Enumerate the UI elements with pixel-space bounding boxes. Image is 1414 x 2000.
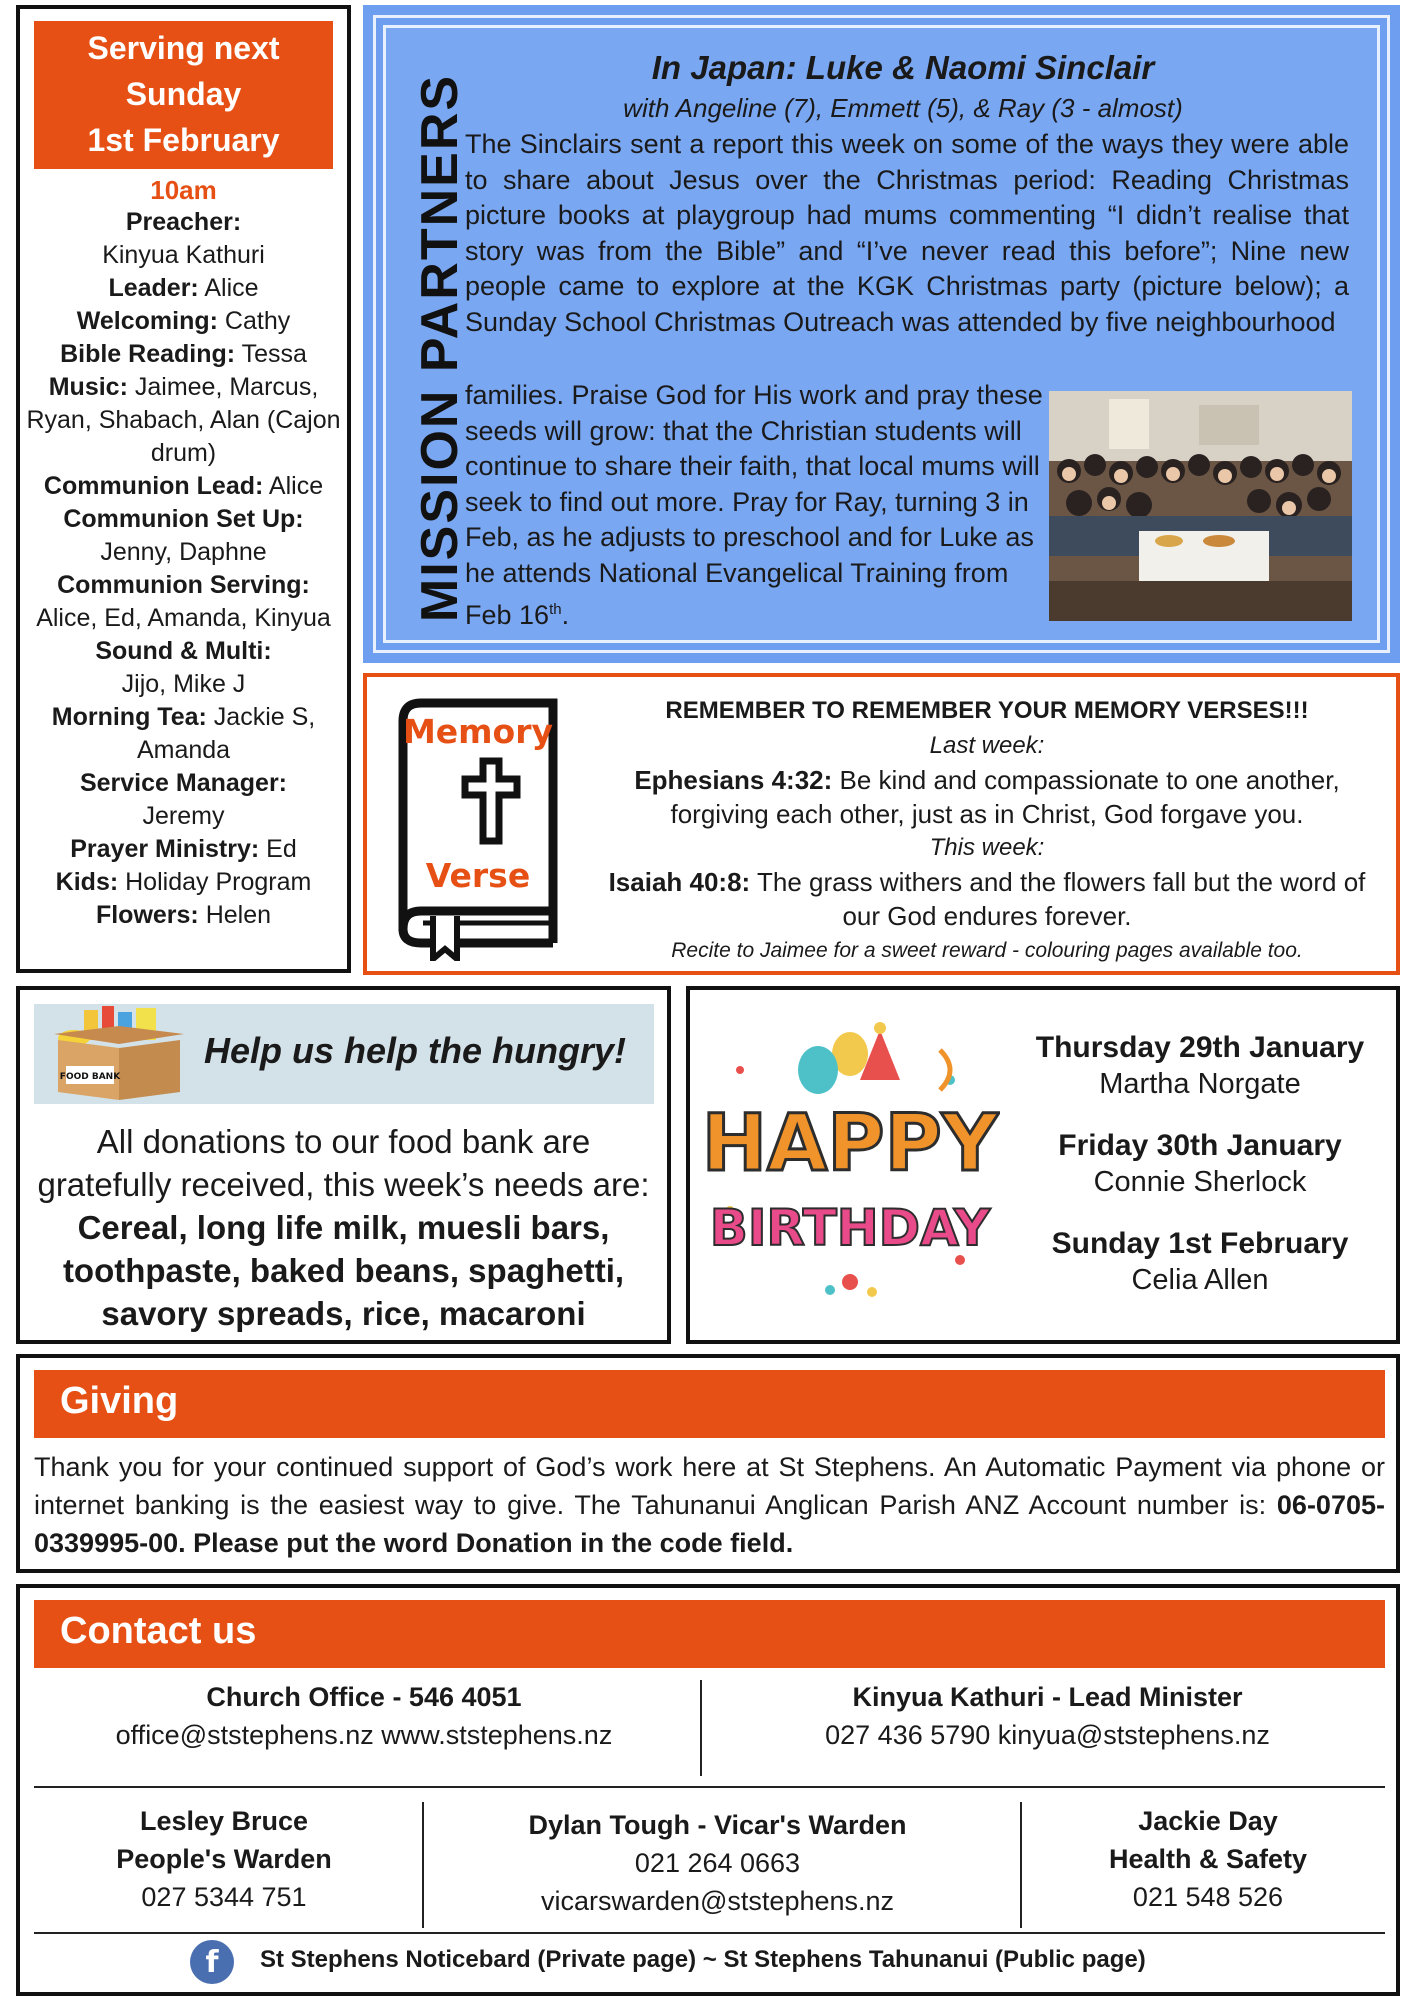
roster-item: Morning Tea: Jackie S, Amanda — [51, 703, 316, 764]
giving-text: Thank you for your continued support of God’s work here at St Stephens. An Automatic Payment via phone or internet banking is the easiest way to give. The Tahunanui Anglican Parish ANZ Account number is: 06-0705-0339995-00. Please put the word Donation in the code field. — [34, 1452, 1385, 1558]
facebook-icon[interactable]: f — [190, 1940, 234, 1984]
birthday-name: Martha Norgate — [1099, 1068, 1301, 1100]
birthday-text: BIRTHDAY — [709, 1199, 991, 1257]
food-box-icon — [44, 1004, 194, 1104]
memory-note: Recite to Jaimee for a sweet reward - colouring pages available too. — [671, 939, 1303, 962]
birthday-date: Sunday 1st February — [1051, 1227, 1349, 1260]
birthday-name: Connie Sherlock — [1093, 1166, 1307, 1198]
roster-item: Leader: Alice — [108, 274, 259, 302]
food-bank-panel — [16, 986, 671, 1344]
birthday-name: Celia Allen — [1131, 1264, 1269, 1296]
mission-subtitle: with Angeline (7), Emmett (5), & Ray (3 - almost) — [623, 93, 1183, 123]
facebook-pages-text: St Stephens Noticebard (Private page) ~ St Stephens Tahunanui (Public page) — [260, 1946, 1146, 1973]
peoples-warden-contact: Lesley Bruce People's Warden 027 5344 751 — [116, 1806, 332, 1912]
food-bank-banner — [34, 1004, 654, 1104]
memory-icon-bottom-label: Verse — [425, 856, 531, 895]
roster-item: Communion Serving: Alice, Ed, Amanda, Kinyua — [36, 571, 331, 632]
health-safety-contact: Jackie Day Health & Safety 021 548 526 — [1108, 1806, 1308, 1912]
lead-minister-contact: Kinyua Kathuri - Lead Minister 027 436 5790 kinyua@ststephens.nz — [825, 1682, 1270, 1750]
service-time: 10am — [150, 175, 217, 205]
memory-verse-panel — [363, 673, 1400, 975]
food-bank-title: Help us help the hungry! — [204, 1030, 627, 1071]
memory-heading: REMEMBER TO REMEMBER YOUR MEMORY VERSES!!! — [665, 697, 1309, 724]
roster-item: Service Manager: Jeremy — [79, 769, 288, 830]
roster-heading: Serving next Sunday 1st February — [34, 21, 333, 169]
happy-text: HAPPY — [701, 1099, 999, 1189]
giving-panel — [16, 1354, 1400, 1573]
birthdays-panel — [686, 986, 1400, 1344]
mission-body-bottom: families. Praise God for His work and pray these seeds will grow: that the Christian students will continue to share their faith, that local mums will seek to find out more. Pray for Ray, turning 3 in Feb, as he adjusts to preschool and for Luke as he attends National Evangelical Training from Feb 16th. — [465, 380, 1043, 630]
roster-item: Communion Lead: Alice — [43, 472, 324, 500]
roster-item: Sound & Multi: Jijo, Mike J — [95, 637, 272, 698]
mission-body-top: The Sinclairs sent a report this week on some of the ways they were able to share about Jesus over the Christmas period: Reading Christmas picture books at playgroup had mums commenting “I didn’t realise that story was from the Bible” and “I’ve never read this before”; Nine new people came to explore at the KGK Christmas party (picture below); a Sunday School Christmas Outreach was attended by five neighbourhood — [465, 129, 1349, 337]
food-bank-text: All donations to our food bank are gratefully received, this week’s needs are: Cereal, long life milk, muesli bars, toothpaste, baked beans, spaghetti, savory spreads, rice, macaroni — [37, 1123, 650, 1332]
happy-birthday-art — [700, 1010, 1000, 1320]
roster-item: Prayer Ministry: Ed — [70, 835, 297, 863]
mission-side-title: MISSION PARTNERS — [411, 73, 469, 623]
christmas-party-photo — [1049, 391, 1352, 621]
mission-title: In Japan: Luke & Naomi Sinclair — [651, 49, 1155, 86]
roster-item: Communion Set Up: Jenny, Daphne — [63, 505, 304, 566]
memory-verse-book-icon — [383, 691, 583, 961]
roster-item: Kids: Holiday Program — [55, 868, 312, 896]
vicars-warden-contact: Dylan Tough - Vicar's Warden 021 264 0663 vicarswarden@ststephens.nz — [528, 1810, 907, 1916]
roster-item: Music: Jaimee, Marcus, Ryan, Shabach, Alan (Cajon drum) — [26, 373, 341, 467]
birthday-date: Thursday 29th January — [1035, 1031, 1365, 1064]
mission-partners-panel — [363, 5, 1400, 663]
memory-verses: Last week: Ephesians 4:32: Be kind and compassionate to one another, forgiving each other, just as in Christ, God forgave you. This week: Isaiah 40:8: The grass withers and the flowers fall but the word of our God endures forever. — [608, 732, 1366, 931]
roster-item: Welcoming: Cathy — [76, 307, 291, 335]
roster-item: Bible Reading: Tessa — [60, 340, 307, 368]
roster-item: Preacher: Kinyua Kathuri — [102, 208, 265, 269]
church-office-contact: Church Office - 546 4051 office@ststephens.nz www.ststephens.nz — [115, 1682, 613, 1750]
contact-panel — [16, 1584, 1400, 1996]
memory-icon-top-label: Memory — [402, 712, 554, 751]
roster-panel — [16, 5, 351, 973]
food-box-label: FOOD BANK — [59, 1072, 121, 1082]
roster-list — [20, 206, 347, 932]
birthday-date: Friday 30th January — [1058, 1129, 1342, 1162]
birthday-list — [1000, 1030, 1400, 1324]
roster-item: Flowers: Helen — [95, 901, 272, 929]
contact-heading-bar: Contact us — [34, 1600, 1385, 1668]
giving-heading-bar: Giving — [34, 1370, 1385, 1438]
